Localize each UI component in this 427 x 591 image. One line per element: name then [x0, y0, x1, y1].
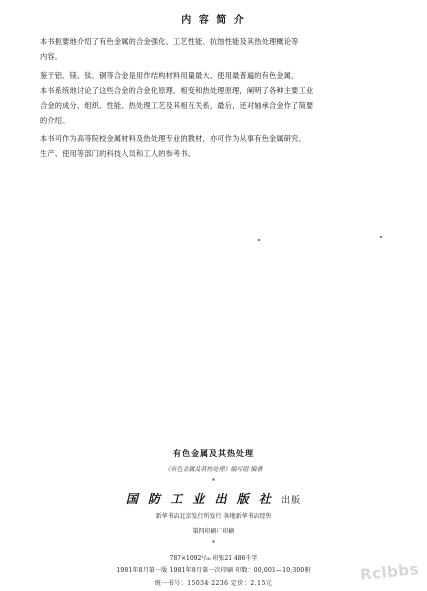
isbn-price-line: 统一书号：15034·2236 定价：2.15元	[154, 580, 273, 587]
author-line: 《有色金属及其热处理》编写组 编著	[164, 466, 263, 473]
paragraph-line: 合金的成分、组织、性能、热处理工艺及其相互关系，最后，还对轴承合金作了简要	[40, 101, 314, 110]
summary-paragraph-2	[40, 68, 396, 128]
distribution-line: 新华书店北京发行所发行 各地新华书店经售	[155, 513, 272, 520]
paragraph-line: 本书扼要地介绍了有色金属的合金强化、工艺性能、抗蚀性能及其热处理概论等	[40, 37, 299, 46]
publisher-name: 国 防 工 业 出 版 社	[125, 492, 274, 506]
paragraph-line: 本书系统地讨论了这些合金的合金化原理、相变和热处理原理，阐明了各种主要工业	[40, 86, 314, 95]
paragraph-line: 的介绍。	[40, 116, 70, 125]
edition-line: 1981年8月第一版 1981年8月第一次印刷 印数：00,001—10,300册	[116, 567, 311, 574]
publisher-logo	[0, 490, 427, 507]
summary-paragraph-3	[40, 131, 396, 161]
separator-star: *	[212, 478, 215, 485]
summary-paragraph-1	[40, 34, 396, 64]
paragraph-line: 本书可作为高等院校金属材料及热处理专业的教材，亦可作为从事有色金属研究、	[40, 134, 306, 143]
book-title: 有色金属及其热处理	[173, 449, 254, 458]
printer-line: 第四印刷厂印刷	[192, 528, 235, 535]
separator-star: *	[212, 540, 215, 547]
scan-speck	[258, 239, 260, 241]
specs-line: 787×1092¹/₁₆ 印张21 486千字	[169, 555, 258, 562]
paragraph-line: 鉴于铝、镁、钛、铜等合金是用作结构材料用量最大、使用最普遍的有色金属，	[40, 71, 299, 80]
publisher-suffix: 出版	[281, 496, 302, 506]
scan-speck	[380, 236, 382, 238]
paragraph-line: 生产、使用等部门的科技人员和工人的参考书。	[40, 149, 196, 158]
paragraph-line: 内容。	[40, 52, 63, 61]
watermark-logo: Rclbbs	[359, 559, 420, 585]
summary-title: 内 容 简 介	[181, 15, 246, 26]
